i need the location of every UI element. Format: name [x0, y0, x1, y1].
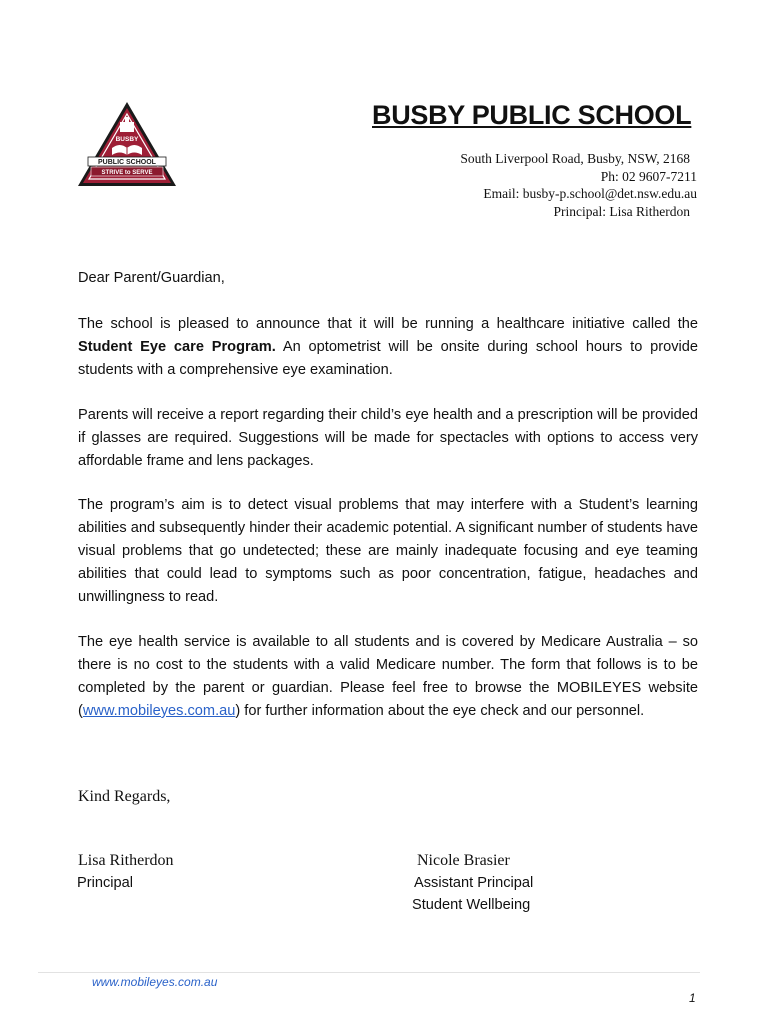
left-signatory-name: Lisa Ritherdon: [78, 852, 174, 869]
right-signatory-name: Nicole Brasier: [417, 852, 510, 869]
paragraph-1-end: An optometrist will be onsite during school hours to provide students with a comprehensive eye examination.: [78, 339, 698, 378]
logo-band-text: PUBLIC SCHOOL: [98, 159, 156, 166]
left-signatory-title: Principal: [77, 875, 133, 891]
paragraph-2: [78, 404, 698, 473]
school-logo: [76, 100, 178, 188]
footer-divider: [38, 972, 700, 973]
school-name: BUSBY PUBLIC SCHOOL: [372, 100, 692, 130]
logo-top-text: BUSBY: [115, 136, 139, 143]
paragraph-4: [78, 631, 698, 723]
phone: Ph: 02 9607-7211: [600, 168, 697, 184]
program-name: Student Eye care Program.: [78, 339, 276, 355]
paragraph-2-text: Parents will receive a report regarding their child’s eye health and a prescription will be provided if glasses are required. Suggestions will be made for spectacles with options to access very affordable frame and lens packages.: [78, 407, 698, 469]
paragraph-3-text: The program’s aim is to detect visual problems that may interfere with a Student’s learning abilities and subsequently hinder their academic potential. A significant number of students have visual problems that go undetected; these are mainly inadequate focusing and eye teaming abilities that could lead to symptoms such as poor concentration, fatigue, headaches and unwillingness to read.: [78, 497, 698, 605]
paragraph-3: [78, 494, 698, 609]
right-signatory-subtitle: Student Wellbeing: [412, 897, 531, 913]
paragraph-4-start: The eye health service is available to all students and is covered by Medicare Australia – so there is no cost to the students with a valid Medicare number. The form that follows is to be completed by the parent or guardian. Please feel free to browse the MOBILEYES website (: [78, 634, 698, 719]
right-signatory-title: Assistant Principal: [414, 875, 534, 891]
email: Email: busby-p.school@det.nsw.edu.au: [483, 186, 697, 201]
footer-url[interactable]: www.mobileyes.com.au: [92, 975, 218, 989]
logo-motto: STRIVE to SERVE: [101, 170, 153, 176]
salutation: Dear Parent/Guardian,: [78, 270, 225, 286]
contact-block: [460, 150, 697, 220]
paragraph-4-end: ) for further information about the eye check and our personnel.: [235, 703, 645, 719]
principal-line: Principal: Lisa Ritherdon: [553, 203, 690, 219]
address: South Liverpool Road, Busby, NSW, 2168: [460, 151, 690, 166]
page-number: 1: [689, 991, 696, 1005]
closing: Kind Regards,: [78, 788, 171, 805]
mobileyes-link[interactable]: www.mobileyes.com.au: [82, 703, 236, 719]
paragraph-1: [78, 313, 698, 382]
paragraph-1-start: The school is pleased to announce that it will be running a healthcare initiative called the: [78, 316, 698, 332]
